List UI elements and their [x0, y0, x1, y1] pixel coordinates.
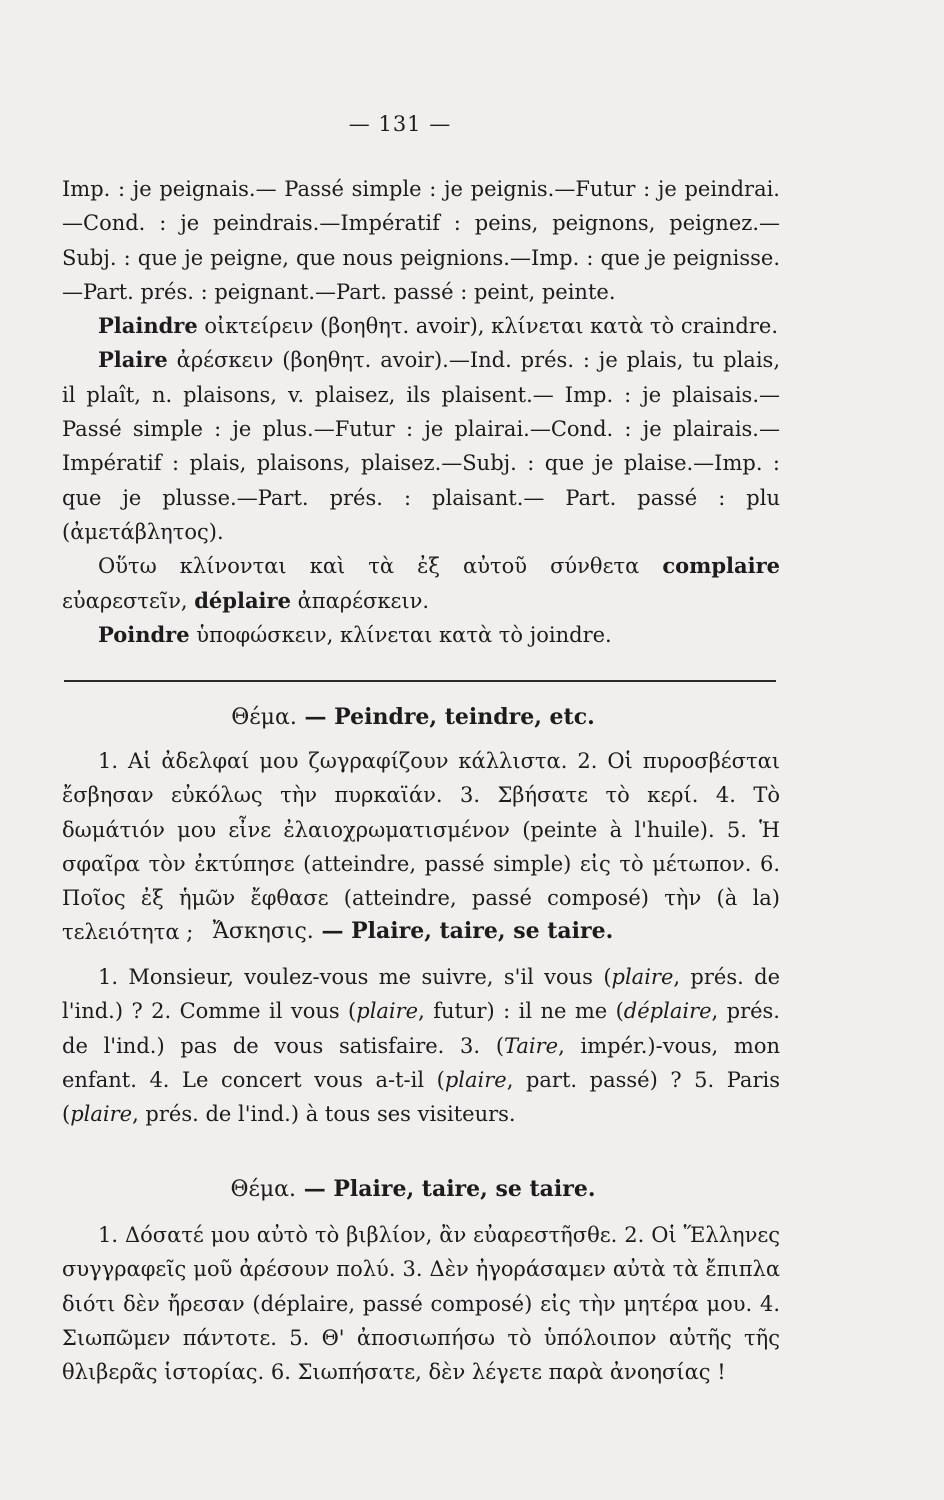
peindre-conjugation-paragraph: Imp. : je peignais.— Passé simple : je peignis.—Futur : je peindrai.—Cond. : je peindrais.—Impératif : peins, peignons, peignez.—Subj. : que je peigne, que nous peignions.—Imp. : que je peignisse.—Part. prés. : peignant.—Part. passé : peint, peinte. — [62, 177, 780, 304]
exercise-fragment: 1. Monsieur, voulez-vous me suivre, s'il vous ( — [98, 965, 612, 989]
poindre-term: Poindre — [98, 621, 190, 647]
complaire-gloss: εὐαρεστεῖν, — [62, 588, 195, 613]
exercise-fragment: , futur) : il ne me ( — [418, 999, 624, 1024]
exercise-fragment: , part. passé) ? 5. Paris ( — [62, 1067, 780, 1127]
plaindre-term: Plaindre — [98, 313, 198, 339]
heading-title: — Plaire, taire, se taire. — [313, 918, 614, 944]
greek-exercise-plaire — [62, 1218, 780, 1389]
verb-cue: plaire — [70, 1102, 133, 1127]
exercise-fragment: , impér.)-vous, mon enfant. 4. Le concert vous a-t-il ( — [62, 1033, 780, 1092]
poindre-entry — [62, 618, 780, 652]
compound-intro: Οὕτω κλίνονται καὶ τὰ ἐξ αὐτοῦ σύνθετα — [98, 554, 663, 579]
deplaire-gloss: ἀπαρέσκειν. — [290, 588, 430, 613]
heading-label: Θέμα. — [230, 1177, 297, 1202]
exercise-fragment: , prés. de l'ind.) pas de vous satisfaire. 3. ( — [62, 999, 780, 1058]
verb-cue: plaire — [356, 999, 419, 1024]
poindre-definition: ὑποφώσκειν, κλίνεται κατὰ τὸ joindre. — [189, 622, 612, 647]
plaindre-definition: οἰκτείρειν (βοηθητ. avoir), κλίνεται κατὰ τὸ craindre. — [197, 314, 779, 339]
plaire-term: Plaire — [98, 347, 168, 373]
verb-cue: déplaire — [623, 999, 712, 1024]
plaire-entry — [62, 343, 780, 549]
exercise-heading-plaire-french — [0, 918, 826, 944]
plaindre-entry — [62, 309, 780, 343]
french-exercise-plaire — [62, 960, 780, 1131]
complaire-term: complaire — [662, 553, 780, 579]
heading-title: — Plaire, taire, se taire. — [296, 1176, 596, 1202]
heading-label: Θέμα. — [231, 705, 297, 730]
exercise-heading-peindre — [0, 704, 826, 730]
page-number: — 131 — — [348, 112, 452, 136]
heading-label: Ἄσκησις. — [212, 919, 314, 944]
exercise-heading-plaire-greek — [0, 1176, 826, 1202]
verb-conjugation-block — [62, 172, 780, 652]
verb-cue: Taire — [504, 1033, 559, 1058]
plaire-conjugation: ἀρέσκειν (βοηθητ. avoir).—Ind. prés. : je plais, tu plais, il plaît, n. plaisons, v. plaisez, ils plaisent.— Imp. : je plaisais.—Passé simple : je plus.—Futur : je plairai.—Cond. : je plairais.— Impératif : plais, plaisons, plaisez.—Subj. : que je plaise.—Imp. : que je plusse.—Part. prés. : plaisant.— Part. passé : plu (ἀμετάβλητος). — [62, 348, 780, 544]
compound-entry — [62, 549, 780, 618]
section-divider — [64, 680, 776, 682]
exercise-fragment: , prés. de l'ind.) à tous ses visiteurs. — [132, 1102, 516, 1127]
verb-cue: plaire — [611, 965, 674, 989]
exercise-text: 1. Δόσατέ μου αὐτὸ τὸ βιβλίον, ἂν εὐαρεστῆσθε. 2. Οἱ Ἕλληνες συγγραφεῖς μοῦ ἀρέσουν πολύ. 3. Δὲν ἠγοράσαμεν αὐτὰ τὰ ἔπιπλα διότι δὲν ἤρεσαν (déplaire, passé composé) εἰς τὴν μητέρα μου. 4. Σιωπῶμεν πάντοτε. 5. Θ' ἀποσιωπήσω τὸ ὑπόλοιπον αὐτῆς τῆς θλιβερᾶς ἱστορίας. 6. Σιωπήσατε, δὲν λέγετε παρὰ ἀνοησίας ! — [62, 1223, 780, 1385]
exercise-fragment: , prés. de l'ind.) ? 2. Comme il vous ( — [62, 965, 780, 1024]
exercise-text — [62, 960, 780, 1131]
verb-cue: plaire — [444, 1067, 507, 1092]
exercise-text: 1. Αἱ ἀδελφαί μου ζωγραφίζουν κάλλιστα. 2. Οἱ πυροσβέσται ἔσβησαν εὐκόλως τὴν πυρκαϊάν. 3. Σβήσατε τὸ κερί. 4. Τὸ δωμάτιόν μου εἶνε ἐλαιοχρωματισμένον (peinte à l'huile). 5. Ἡ σφαῖρα τὸν ἐκτύπησε (atteindre, passé simple) εἰς τὸ μέτωπον. 6. Ποῖος ἐξ ἡμῶν ἔφθασε (atteindre, passé composé) τὴν (à la) τελειότητα ; — [62, 749, 780, 945]
heading-title: — Peindre, teindre, etc. — [296, 704, 595, 730]
deplaire-term: déplaire — [194, 587, 291, 613]
